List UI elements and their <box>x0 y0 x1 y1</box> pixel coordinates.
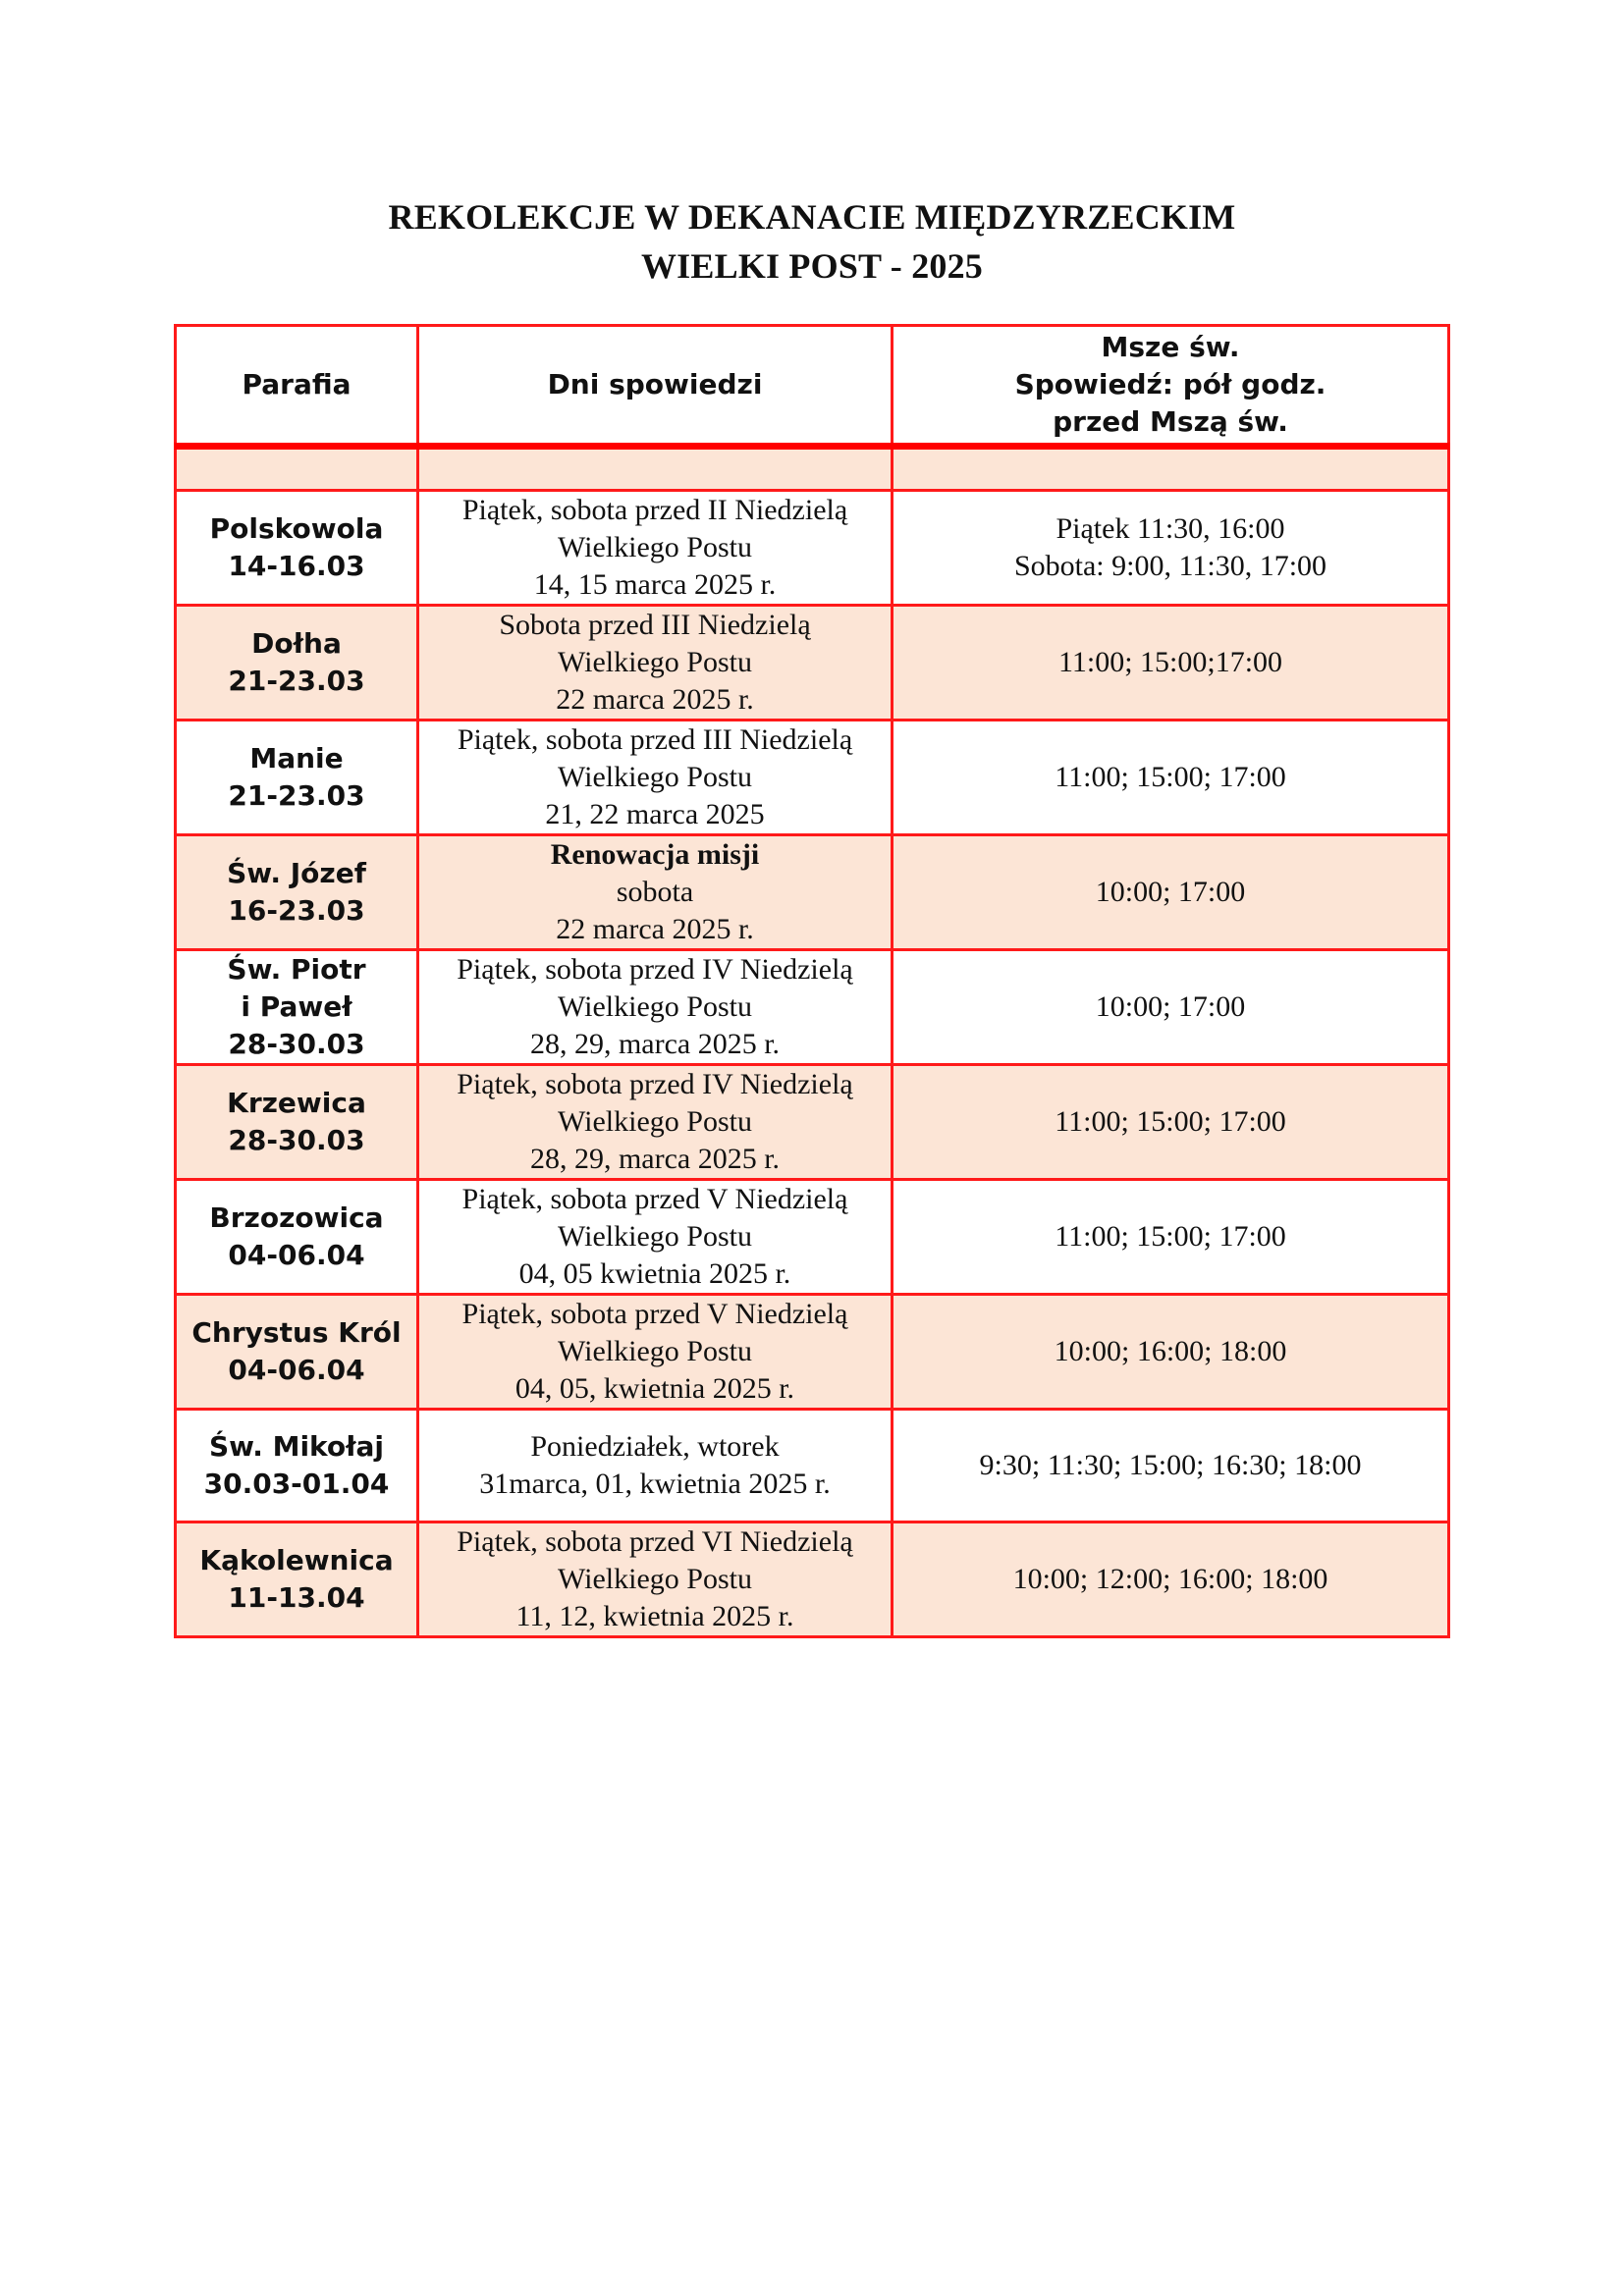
parish-cell-line: 04-06.04 <box>228 1239 365 1271</box>
table-header-row <box>176 326 1449 447</box>
header-masses-line1: Msze św. <box>1101 331 1240 363</box>
confession-days-cell-line: Renowacja misji <box>550 838 760 871</box>
confession-days-cell-line: Wielkiego Postu <box>558 646 752 678</box>
confession-days-cell-line: Wielkiego Postu <box>558 531 752 563</box>
confession-days-cell-line: Piątek, sobota przed V Niedzielą <box>461 1183 848 1215</box>
parish-cell-line: 14-16.03 <box>228 550 365 582</box>
parish-cell-line: 04-06.04 <box>228 1354 365 1386</box>
mass-times-cell-line: 11:00; 15:00; 17:00 <box>1055 1220 1286 1253</box>
confession-days-cell-line: 28, 29, marca 2025 r. <box>529 1028 781 1060</box>
confession-days-cell-line: Wielkiego Postu <box>558 1335 752 1367</box>
parish-cell <box>176 491 418 606</box>
confession-days-cell <box>418 1522 893 1637</box>
confession-days-cell <box>418 1180 893 1295</box>
mass-times-cell <box>893 835 1449 950</box>
confession-days-cell-line: 21, 22 marca 2025 <box>545 798 765 830</box>
mass-times-cell-line: 10:00; 17:00 <box>1095 876 1246 908</box>
parish-cell-line: Brzozowica <box>209 1201 384 1234</box>
parish-cell <box>176 1065 418 1180</box>
confession-days-cell-line: Piątek, sobota przed III Niedzielą <box>457 723 853 756</box>
table-row <box>176 1180 1449 1295</box>
table-row <box>176 721 1449 835</box>
parish-cell <box>176 721 418 835</box>
confession-days-cell-line: Piątek, sobota przed IV Niedzielą <box>457 953 853 986</box>
parish-cell-line: Chrystus Król <box>191 1316 402 1349</box>
table-row <box>176 950 1449 1065</box>
document-title: REKOLEKCJE W DEKANACIE MIĘDZYRZECKIM <box>388 197 1236 237</box>
parish-cell-line: Kąkolewnica <box>199 1544 394 1576</box>
parish-cell-line: i Paweł <box>241 990 352 1023</box>
parish-cell <box>176 1295 418 1410</box>
parish-cell-line: 21-23.03 <box>228 779 365 812</box>
table-row <box>176 1065 1449 1180</box>
confession-days-cell-line: Wielkiego Postu <box>558 1220 752 1253</box>
confession-days-cell-line: Wielkiego Postu <box>558 1105 752 1138</box>
mass-times-cell <box>893 491 1449 606</box>
parish-cell <box>176 1522 418 1637</box>
mass-times-cell-line: 10:00; 17:00 <box>1095 990 1246 1023</box>
parish-cell-line: 28-30.03 <box>228 1028 365 1060</box>
confession-days-cell <box>418 835 893 950</box>
confession-days-cell-line: Piątek, sobota przed IV Niedzielą <box>457 1068 853 1100</box>
confession-days-cell-line: Piątek, sobota przed V Niedzielą <box>461 1298 848 1330</box>
mass-times-cell-line: 10:00; 12:00; 16:00; 18:00 <box>1012 1563 1328 1595</box>
mass-times-cell-line: 11:00; 15:00; 17:00 <box>1055 761 1286 793</box>
parish-cell-line: 16-23.03 <box>228 894 365 927</box>
header-days: Dni spowiedzi <box>418 326 893 447</box>
table-row <box>176 835 1449 950</box>
parish-cell-line: 28-30.03 <box>228 1124 365 1156</box>
mass-times-cell <box>893 1522 1449 1637</box>
table-row <box>176 1522 1449 1637</box>
table-row <box>176 606 1449 721</box>
confession-days-cell-line: sobota <box>616 876 694 908</box>
confession-days-cell-line: Wielkiego Postu <box>558 990 752 1023</box>
spacer-cell <box>176 447 418 491</box>
spacer-cell <box>418 447 893 491</box>
header-parish: Parafia <box>176 326 418 447</box>
parish-cell-line: Dołha <box>251 627 342 660</box>
confession-days-cell-line: 04, 05, kwietnia 2025 r. <box>514 1372 795 1405</box>
confession-days-cell-line: Wielkiego Postu <box>558 1563 752 1595</box>
parish-cell-line: Manie <box>249 742 344 774</box>
parish-cell <box>176 950 418 1065</box>
mass-times-cell <box>893 1410 1449 1522</box>
parish-cell <box>176 606 418 721</box>
retreat-schedule-table <box>174 324 1450 1638</box>
document-subtitle: WIELKI POST - 2025 <box>640 246 983 286</box>
confession-days-cell-line: 28, 29, marca 2025 r. <box>529 1143 781 1175</box>
confession-days-cell-line: 22 marca 2025 r. <box>556 913 754 945</box>
confession-days-cell-line: Piątek, sobota przed VI Niedzielą <box>457 1525 853 1558</box>
confession-days-cell <box>418 1410 893 1522</box>
parish-cell-line: Św. Mikołaj <box>208 1430 385 1463</box>
mass-times-cell-line: 9:30; 11:30; 15:00; 16:30; 18:00 <box>979 1449 1362 1481</box>
table-row <box>176 1295 1449 1410</box>
confession-days-cell-line: 14, 15 marca 2025 r. <box>533 568 777 601</box>
spacer-row <box>176 447 1449 491</box>
confession-days-cell-line: 04, 05 kwietnia 2025 r. <box>518 1257 791 1290</box>
header-masses <box>893 326 1449 447</box>
table-row <box>176 1410 1449 1522</box>
mass-times-cell <box>893 1065 1449 1180</box>
parish-cell-line: Krzewica <box>227 1087 366 1119</box>
mass-times-cell-line: Piątek 11:30, 16:00 <box>1056 512 1285 545</box>
mass-times-cell-line: 11:00; 15:00;17:00 <box>1057 646 1283 678</box>
confession-days-cell-line: Sobota przed III Niedzielą <box>499 609 811 641</box>
confession-days-cell-line: 22 marca 2025 r. <box>556 683 754 716</box>
confession-days-cell <box>418 721 893 835</box>
mass-times-cell <box>893 721 1449 835</box>
confession-days-cell <box>418 950 893 1065</box>
confession-days-cell-line: Wielkiego Postu <box>558 761 752 793</box>
header-masses-line3: przed Mszą św. <box>1053 405 1288 438</box>
confession-days-cell-line: Poniedziałek, wtorek <box>530 1430 780 1463</box>
confession-days-cell-line: Piątek, sobota przed II Niedzielą <box>461 494 848 526</box>
parish-cell-line: Św. Piotr <box>227 953 366 986</box>
parish-cell-line: 30.03-01.04 <box>203 1468 390 1500</box>
parish-cell-line: 21-23.03 <box>228 665 365 697</box>
mass-times-cell-line: 10:00; 16:00; 18:00 <box>1054 1335 1287 1367</box>
parish-cell-line: Polskowola <box>209 512 384 545</box>
mass-times-cell-line: 11:00; 15:00; 17:00 <box>1055 1105 1286 1138</box>
spacer-cell <box>893 447 1449 491</box>
confession-days-cell <box>418 1295 893 1410</box>
parish-cell-line: 11-13.04 <box>228 1581 365 1614</box>
confession-days-cell-line: 11, 12, kwietnia 2025 r. <box>515 1600 794 1632</box>
mass-times-cell <box>893 950 1449 1065</box>
confession-days-cell <box>418 1065 893 1180</box>
confession-days-cell <box>418 491 893 606</box>
parish-cell <box>176 1180 418 1295</box>
mass-times-cell-line: Sobota: 9:00, 11:30, 17:00 <box>1013 550 1327 582</box>
confession-days-cell <box>418 606 893 721</box>
header-masses-line2: Spowiedź: pół godz. <box>1014 368 1326 400</box>
table-row <box>176 491 1449 606</box>
confession-days-cell-line: 31marca, 01, kwietnia 2025 r. <box>479 1468 831 1500</box>
mass-times-cell <box>893 606 1449 721</box>
mass-times-cell <box>893 1295 1449 1410</box>
parish-cell <box>176 1410 418 1522</box>
parish-cell <box>176 835 418 950</box>
mass-times-cell <box>893 1180 1449 1295</box>
parish-cell-line: Św. Józef <box>227 857 366 889</box>
